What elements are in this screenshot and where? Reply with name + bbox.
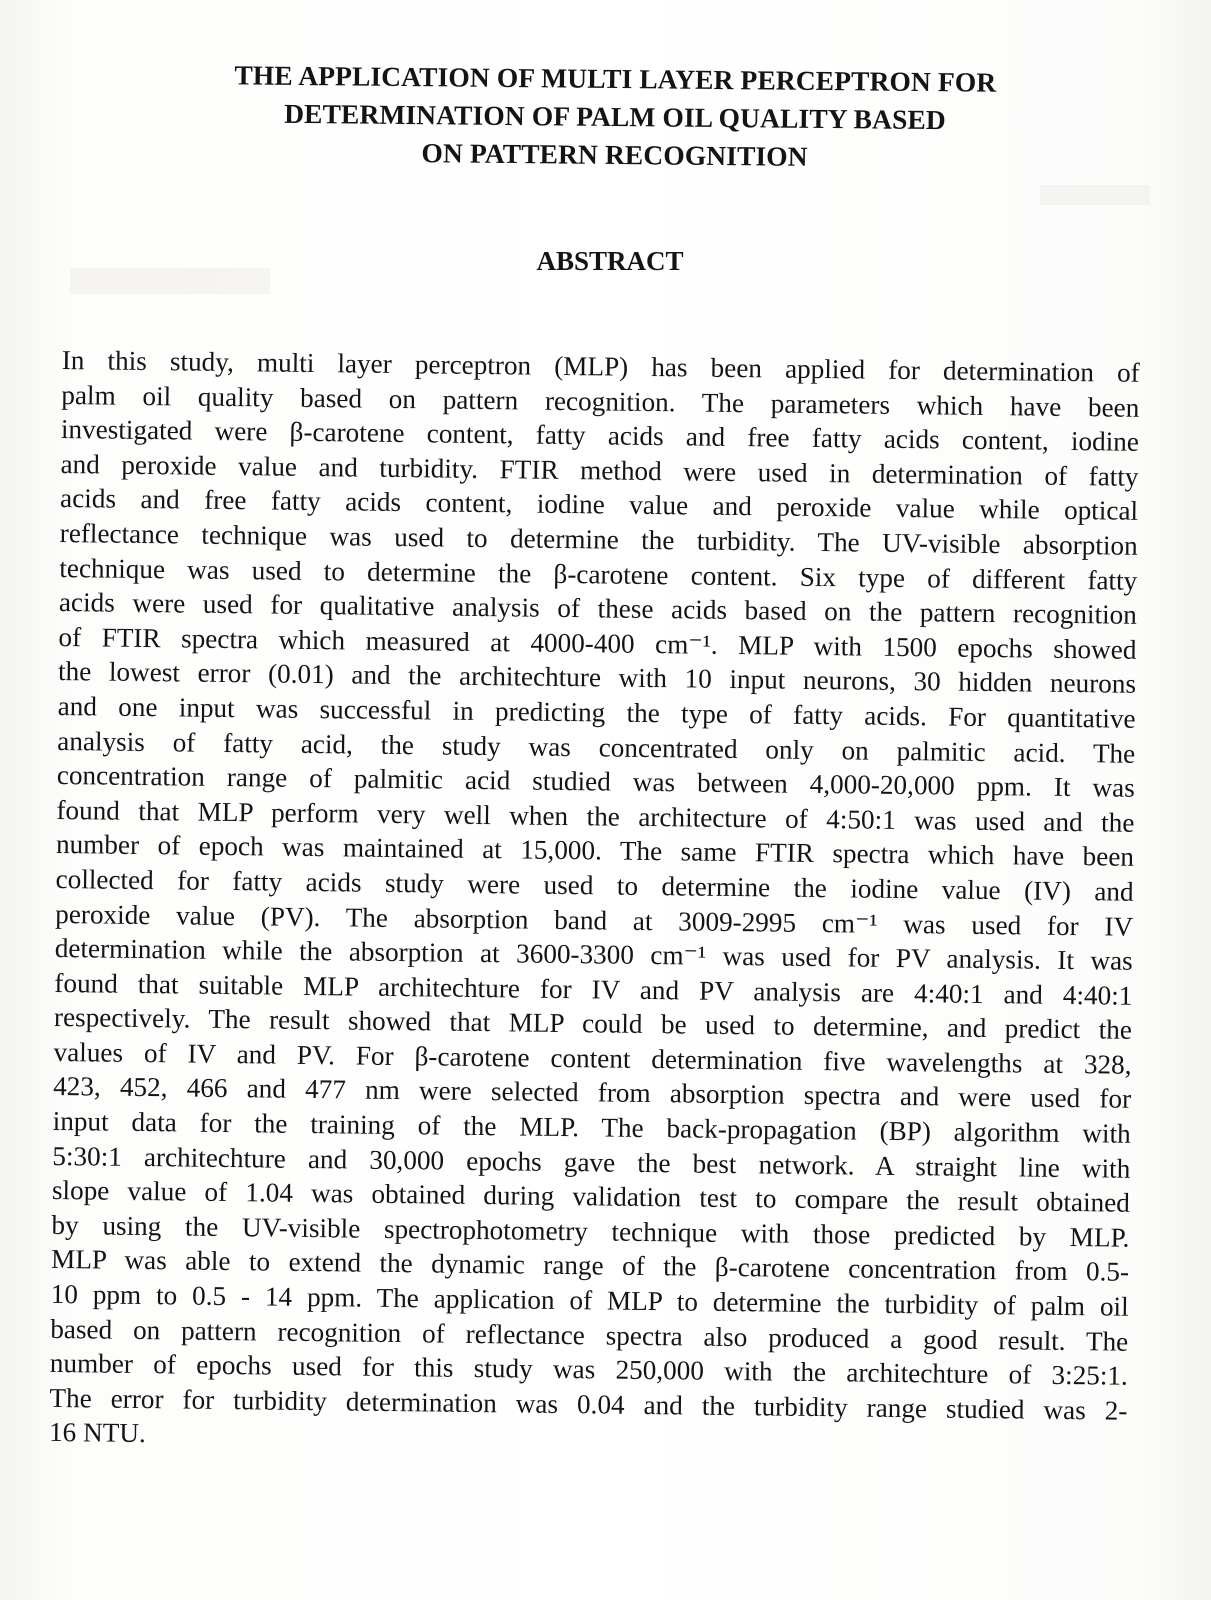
abstract-line: 423, 452, 466 and 477 nm were selected from absorption spectra and were used for [52, 1071, 1132, 1115]
abstract-line: based on pattern recognition of reflectance spectra also produced a good result. The [50, 1313, 1129, 1357]
abstract-line: respectively. The result showed that MLP could be used to determine, and predict the [53, 1002, 1133, 1046]
abstract-line: and one input was successful in predicting the type of fatty acids. For quantitative [57, 690, 1136, 734]
bleed-through-mark [70, 268, 270, 294]
abstract-body [49, 343, 1140, 1463]
abstract-line: slope value of 1.04 was obtained during validation test to compare the result obtained [51, 1175, 1131, 1218]
title-line: THE APPLICATION OF MULTI LAYER PERCEPTRON FOR [234, 59, 997, 98]
abstract-line: reflectance technique was used to determine the turbidity. The UV-visible absorption [59, 517, 1138, 561]
abstract-line: determination while the absorption at 3600-3300 cm⁻¹ was used for PV analysis. It was [54, 933, 1133, 976]
abstract-line: of FTIR spectra which measured at 4000-400 cm⁻¹. MLP with 1500 epochs showed [58, 621, 1137, 665]
abstract-line: technique was used to determine the β-carotene content. Six type of different fatty [59, 552, 1138, 596]
abstract-line: peroxide value (PV). The absorption band at 3009-2995 cm⁻¹ was used for IV [55, 898, 1134, 942]
abstract-line: 5:30:1 architechture and 30,000 epochs gave the best network. A straight line with [52, 1140, 1131, 1184]
abstract-line: 10 ppm to 0.5 - 14 ppm. The application of MLP to determine the turbidity of palm oil [50, 1278, 1129, 1322]
paper-title [149, 56, 1080, 179]
abstract-line: The error for turbidity determination was 0.04 and the turbidity range studied was 2- [49, 1382, 1128, 1426]
abstract-line: palm oil quality based on pattern recognition. The parameters which have been [61, 379, 1140, 423]
abstract-line: found that MLP perform very well when the architecture of 4:50:1 was used and the [56, 794, 1135, 838]
abstract-line: by using the UV-visible spectrophotometry technique with those predicted by MLP. [51, 1209, 1130, 1253]
title-line: ON PATTERN RECOGNITION [421, 137, 808, 172]
abstract-line: and peroxide value and turbidity. FTIR method were used in determination of fatty [60, 448, 1139, 492]
abstract-line: found that suitable MLP architechture for IV and PV analysis are 4:40:1 and 4:40:1 [54, 967, 1133, 1011]
abstract-line: input data for the training of the MLP. The back-propagation (BP) algorithm with [52, 1106, 1131, 1149]
abstract-line: In this study, multi layer perceptron (MLP) has been applied for determination of [61, 344, 1140, 388]
abstract-line: number of epochs used for this study was 250,000 with the architechture of 3:25:1. [49, 1348, 1128, 1391]
abstract-line: number of epoch was maintained at 15,000. The same FTIR spectra which have been [55, 829, 1135, 873]
abstract-line: investigated were β-carotene content, fatty acids and free fatty acids content, iodine [60, 414, 1140, 457]
abstract-line: the lowest error (0.01) and the architechture with 10 input neurons, 30 hidden neurons [57, 656, 1137, 700]
abstract-line: 16 NTU. [48, 1417, 146, 1449]
bleed-through-mark [1040, 185, 1150, 205]
abstract-line: analysis of fatty acid, the study was concentrated only on palmitic acid. The [57, 725, 1136, 769]
abstract-heading: ABSTRACT [536, 246, 684, 276]
abstract-line: acids were used for qualitative analysis of these acids based on the pattern recognition [58, 587, 1138, 630]
abstract-line: acids and free fatty acids content, iodine value and peroxide value while optical [59, 483, 1139, 527]
abstract-line: values of IV and PV. For β-carotene content determination five wavelengths at 328, [53, 1036, 1132, 1080]
abstract-line: concentration range of palmitic acid studied was between 4,000-20,000 ppm. It was [56, 760, 1135, 803]
title-line: DETERMINATION OF PALM OIL QUALITY BASED [284, 97, 946, 136]
abstract-line: collected for fatty acids study were used to determine the iodine value (IV) and [55, 863, 1134, 907]
abstract-line: MLP was able to extend the dynamic range of the β-carotene concentration from 0.5- [50, 1244, 1130, 1288]
